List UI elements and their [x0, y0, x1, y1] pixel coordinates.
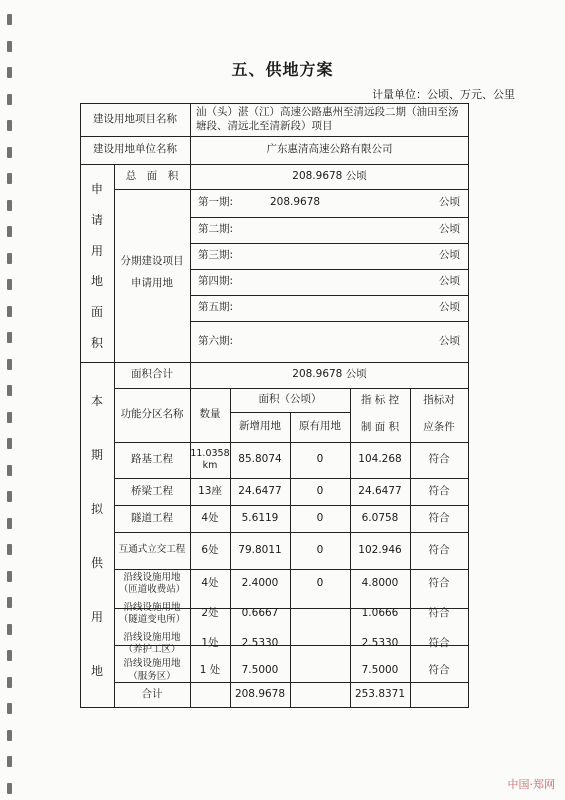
binding-hole — [7, 279, 12, 290]
row-new-land: 24.6477 — [238, 484, 282, 497]
area-total-label: 面积合计 — [131, 368, 173, 381]
binding-hole — [7, 226, 12, 237]
phase-unit: 公顷 — [439, 223, 460, 236]
project-name-label: 建设用地项目名称 — [93, 112, 177, 125]
apply-area-vertical-label — [80, 173, 114, 358]
phase-name: 第六期: — [198, 334, 234, 347]
row-indicator: 2.5330 — [361, 637, 399, 650]
phase-value — [270, 269, 350, 295]
binding-hole — [7, 385, 12, 396]
sum-indicator: 253.8371 — [354, 687, 406, 700]
row-condition: 符合 — [428, 484, 450, 497]
row-quantity: 2处 — [201, 607, 219, 620]
row-condition: 符合 — [428, 607, 450, 620]
sum-label: 合计 — [141, 687, 163, 700]
row-existing-land: 0 — [316, 543, 324, 556]
header-indicator-1: 指 标 控 — [360, 394, 400, 407]
apply-vertical-char: 用 — [90, 243, 103, 258]
binding-hole — [7, 783, 12, 794]
row-existing-land: 0 — [316, 484, 324, 497]
total-area-label: 总 面 积 — [125, 169, 179, 182]
binding-hole — [7, 650, 12, 661]
row-condition: 符合 — [428, 577, 450, 590]
row-indicator: 102.946 — [358, 543, 402, 556]
phase-name: 第二期: — [198, 223, 234, 236]
binding-hole — [7, 518, 12, 529]
phase-name: 第三期: — [198, 249, 234, 262]
plan-vertical-char: 拟 — [90, 501, 103, 516]
binding-hole — [7, 14, 12, 25]
phased-label: 分期建设项目 — [120, 255, 184, 268]
phased-label-2: 申请用地 — [131, 277, 173, 290]
apply-vertical-char: 申 — [90, 181, 103, 196]
row-existing-land: 0 — [316, 453, 324, 466]
phase-value — [270, 217, 350, 243]
plan-vertical-char: 地 — [90, 664, 103, 679]
binding-hole — [7, 624, 12, 635]
binding-hole — [7, 544, 12, 555]
phase-value — [270, 243, 350, 269]
row-name: 沿线设施用地（匝道收费站） — [118, 571, 186, 595]
row-indicator: 7.5000 — [361, 663, 399, 676]
row-condition: 符合 — [428, 511, 450, 524]
area-total-value: 208.9678 公顷 — [292, 368, 367, 381]
row-condition: 符合 — [428, 663, 450, 676]
total-area-value: 208.9678 公顷 — [292, 169, 367, 182]
row-existing-land — [290, 629, 350, 659]
header-new-land: 新增用地 — [239, 420, 281, 433]
row-existing-land — [290, 659, 350, 682]
watermark: 中国·郑网 — [507, 778, 555, 791]
row-quantity: 13座 — [198, 484, 222, 497]
binding-hole — [7, 730, 12, 741]
phase-unit: 公顷 — [439, 249, 460, 262]
row-new-land: 0.6667 — [241, 607, 279, 620]
phase-unit: 公顷 — [439, 275, 460, 288]
header-quantity: 数量 — [199, 408, 221, 421]
binding-hole — [7, 677, 12, 688]
row-indicator: 24.6477 — [358, 484, 402, 497]
phase-name: 第一期: — [198, 196, 234, 209]
binding-hole — [7, 597, 12, 608]
binding-margin — [0, 0, 20, 800]
row-quantity: 6处 — [201, 543, 219, 556]
phase-unit: 公顷 — [439, 196, 460, 209]
row-name: 沿线设施用地（养护工区） — [123, 631, 181, 655]
binding-hole — [7, 332, 12, 343]
phase-value — [270, 295, 350, 321]
binding-hole — [7, 756, 12, 767]
row-quantity: 4处 — [201, 577, 219, 590]
plan-vertical-char: 本 — [90, 393, 103, 408]
row-indicator: 1.0666 — [361, 607, 399, 620]
binding-hole — [7, 120, 12, 131]
binding-hole — [7, 571, 12, 582]
row-name: 隧道工程 — [131, 511, 173, 524]
phase-value — [270, 321, 350, 362]
row-name: 沿线设施用地（隧道变电所） — [118, 601, 186, 625]
row-indicator: 4.8000 — [361, 577, 399, 590]
row-existing-land: 0 — [316, 577, 324, 590]
row-quantity: 4处 — [201, 511, 219, 524]
project-name-value: 汕（头）湛（江）高速公路惠州至清远段二期（油田至汤塘段、清远北至清新段）项目 — [196, 105, 459, 132]
apply-vertical-char: 面 — [90, 305, 103, 320]
unit-note: 计量单位：公顷、万元、公里 — [372, 88, 515, 101]
row-condition: 符合 — [428, 453, 450, 466]
header-function: 功能分区名称 — [120, 408, 184, 421]
binding-hole — [7, 703, 12, 714]
binding-hole — [7, 41, 12, 52]
row-indicator: 104.268 — [358, 453, 402, 466]
sum-new: 208.9678 — [234, 687, 286, 700]
phase-unit: 公顷 — [439, 334, 460, 347]
binding-hole — [7, 94, 12, 105]
row-new-land: 5.6119 — [241, 511, 279, 524]
row-condition: 符合 — [428, 543, 450, 556]
row-name: 沿线设施用地（服务区） — [123, 658, 181, 682]
binding-hole — [7, 438, 12, 449]
plan-land-vertical-label — [80, 373, 114, 698]
row-existing-land — [290, 599, 350, 629]
apply-vertical-char: 地 — [90, 274, 103, 289]
land-supply-table — [80, 103, 469, 707]
page-title: 五、供地方案 — [231, 60, 334, 79]
row-new-land: 7.5000 — [241, 663, 279, 676]
row-existing-land: 0 — [316, 511, 324, 524]
phase-name: 第五期: — [198, 301, 234, 314]
phase-name: 第四期: — [198, 275, 234, 288]
header-area: 面积（公顷） — [258, 393, 322, 406]
row-name: 路基工程 — [131, 453, 173, 466]
binding-hole — [7, 253, 12, 264]
unit-name-value: 广东惠清高速公路有限公司 — [266, 143, 393, 156]
binding-hole — [7, 491, 12, 502]
binding-hole — [7, 306, 12, 317]
apply-vertical-char: 请 — [90, 212, 103, 227]
row-indicator: 6.0758 — [361, 511, 399, 524]
row-quantity: 11.0358 km — [190, 447, 230, 471]
row-name: 桥梁工程 — [131, 484, 173, 497]
header-existing-land: 原有用地 — [299, 420, 341, 433]
phase-value: 208.9678 — [270, 196, 321, 209]
plan-vertical-char: 供 — [90, 556, 103, 571]
binding-hole — [7, 200, 12, 211]
header-condition-1: 指标对 — [423, 394, 455, 407]
unit-name-label: 建设用地单位名称 — [93, 143, 177, 156]
row-condition: 符合 — [428, 637, 450, 650]
row-quantity: 1处 — [201, 637, 219, 650]
row-name: 互通式立交工程 — [118, 544, 186, 556]
binding-hole — [7, 359, 12, 370]
apply-vertical-char: 积 — [90, 336, 103, 351]
header-condition-2: 应条件 — [423, 421, 455, 434]
row-new-land: 85.8074 — [238, 453, 282, 466]
plan-vertical-char: 期 — [90, 447, 103, 462]
row-new-land: 2.5330 — [241, 637, 279, 650]
binding-hole — [7, 173, 12, 184]
header-indicator-2: 制 面 积 — [360, 421, 400, 434]
binding-hole — [7, 465, 12, 476]
binding-hole — [7, 147, 12, 158]
binding-hole — [7, 412, 12, 423]
plan-vertical-char: 用 — [90, 610, 103, 625]
row-quantity: 1 处 — [199, 663, 221, 676]
row-new-land: 2.4000 — [241, 577, 279, 590]
row-new-land: 79.8011 — [238, 543, 282, 556]
phase-unit: 公顷 — [439, 301, 460, 314]
